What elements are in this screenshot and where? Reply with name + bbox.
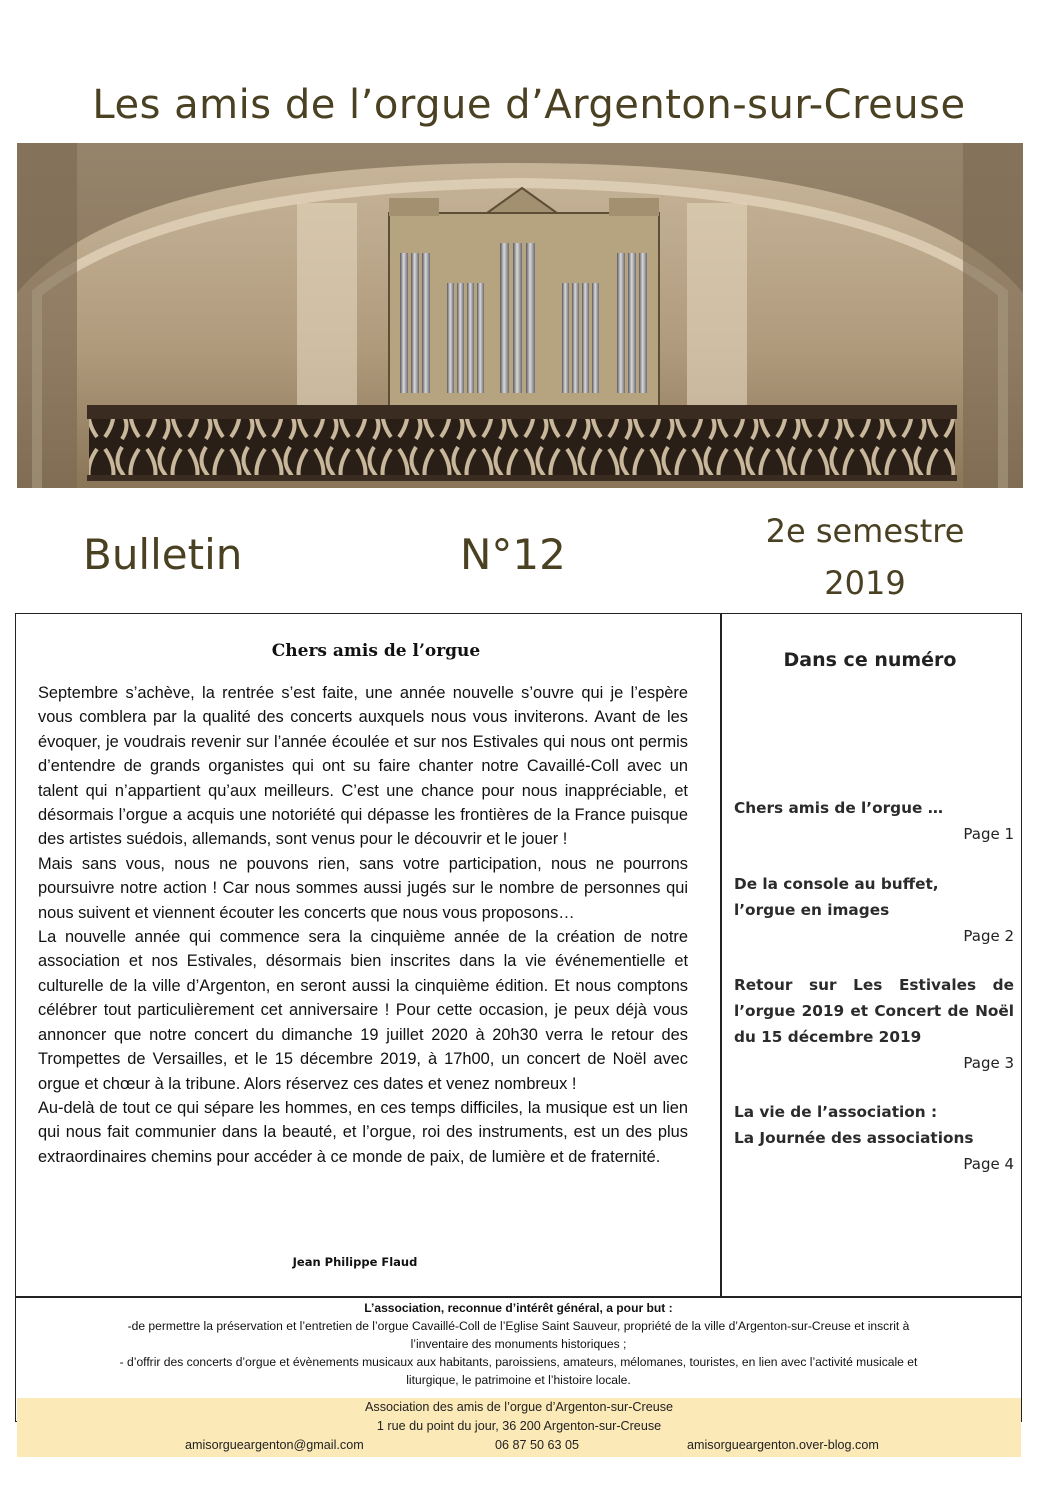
editorial-paragraph: Mais sans vous, nous ne pouvons rien, sans votre participation, nous ne pourrons poursuivre notre action ! Car nous sommes aussi jugés sur le nombre de personnes qui nous suivent et viennent écouter les concerts que nous vous proposons…	[38, 854, 688, 922]
organ-photo	[17, 143, 1023, 488]
editorial-paragraph: Septembre s’achève, la rentrée s’est faite, une année nouvelle s’ouvre qui je l’espère vous comblera par la qualité des concerts auxquels nous vous inviterons. Avant de les évoquer, je voudrais revenir sur l’année écoulée et sur nos Estivales qui nous ont permis d’entendre de grands organistes qui ont su faire chanter notre Cavaillé-Coll avec un talent qui n’appartient qu’aux meilleurs. C’est une chance pour nous inappréciable, et désormais l’orgue a acquis une notoriété qui dépasse les frontières de la France puisque des artistes suédois, allemands, sont venus pour le découvrir et le jouer !	[38, 684, 688, 849]
editorial-paragraph: La nouvelle année qui commence sera la cinquième année de la création de notre association et nos Estivales, désormais bien inscrites dans la vie événementielle et culturelle de la ville d’Argenton, en seront aussi la cinquième édition. Et nous comptons célébrer tout particulièrement cet anniversaire ! Pour cette occasion, je peux déjà vous annoncer que notre concert du dimanche 19 juillet 2020 à 20h30 verra le retour des Trompettes de Versailles, et le 15 décembre 2019, à 17h00, un concert de Noël avec orgue et chœur à la tribune. Alors réservez ces dates et venez nombreux !	[38, 928, 688, 1093]
semester	[745, 505, 985, 609]
toc-entry-title: De la console au buffet, l’orgue en images	[734, 875, 939, 919]
toc-entry-title: Retour sur Les Estivales de l’orgue 2019 et Concert de Noël du 15 décembre 2019	[734, 976, 1014, 1046]
bulletin-label: Bulletin	[83, 530, 243, 579]
semester-line1: 2e semestre	[765, 512, 965, 550]
column-divider	[720, 613, 722, 1296]
editorial-paragraph: Au-delà de tout ce qui sépare les hommes, en ces temps difficiles, la musique est un lien qui nous fait communier dans la beauté, et l’orgue, roi des instruments, est un des plus extraordinaires chemins pour accéder à ce monde de paix, de lumière et de fraternité.	[38, 1098, 688, 1166]
purpose-heading: L’association, reconnue d’intérêt général, a pour but :	[364, 1301, 673, 1315]
footer-association-name: Association des amis de l’orgue d’Argenton-sur-Creuse	[365, 1400, 673, 1414]
editorial-heading: Chers amis de l’orgue	[271, 641, 481, 661]
footer-contacts	[17, 1436, 1021, 1455]
footer	[17, 1398, 1021, 1457]
purpose-line: l’inventaire des monuments historiques ;	[410, 1337, 627, 1351]
signature: Jean Philippe Flaud	[292, 1255, 418, 1269]
toc-entry-title: Chers amis de l’orgue …	[734, 799, 943, 817]
toc-entry	[734, 1099, 1014, 1177]
footer-address: 1 rue du point du jour, 36 200 Argenton-sur-Creuse	[376, 1419, 662, 1433]
toc-entry-page: Page 1	[963, 825, 1014, 843]
footer-email: amisorgueargenton@gmail.com	[185, 1438, 364, 1452]
footer-blog: amisorgueargenton.over-blog.com	[687, 1438, 879, 1452]
toc-entry-page: Page 3	[963, 1054, 1014, 1072]
purpose-line: liturgique, le patrimoine et l’histoire locale.	[406, 1373, 631, 1387]
toc-entry-title: La vie de l’association : La Journée des associations	[734, 1103, 974, 1147]
toc-entry	[734, 972, 1014, 1076]
association-purpose	[20, 1299, 1017, 1389]
semester-line2: 2019	[824, 564, 906, 602]
toc-entry-page: Page 4	[963, 1155, 1014, 1173]
purpose-line: - d’offrir des concerts d’orgue et évènements musicaux aux habitants, paroissiens, amateurs, mélomanes, touristes, en lien avec l’activité musicale et	[119, 1355, 918, 1369]
section-divider	[15, 1296, 1022, 1298]
footer-phone: 06 87 50 63 05	[495, 1438, 580, 1452]
page-title: Les amis de l’orgue d’Argenton-sur-Creuse	[92, 82, 966, 128]
bulletin-number: N°12	[460, 530, 566, 579]
toc-title: Dans ce numéro	[783, 649, 957, 671]
toc-entry	[734, 871, 1014, 949]
editorial-body	[38, 681, 688, 1169]
toc-entry-page: Page 2	[963, 927, 1014, 945]
toc-entry	[734, 795, 1014, 847]
purpose-line: -de permettre la préservation et l’entretien de l’orgue Cavaillé-Coll de l’Eglise Saint Sauveur, propriété de la ville d’Argenton-sur-Creuse et inscrit à	[127, 1319, 910, 1333]
